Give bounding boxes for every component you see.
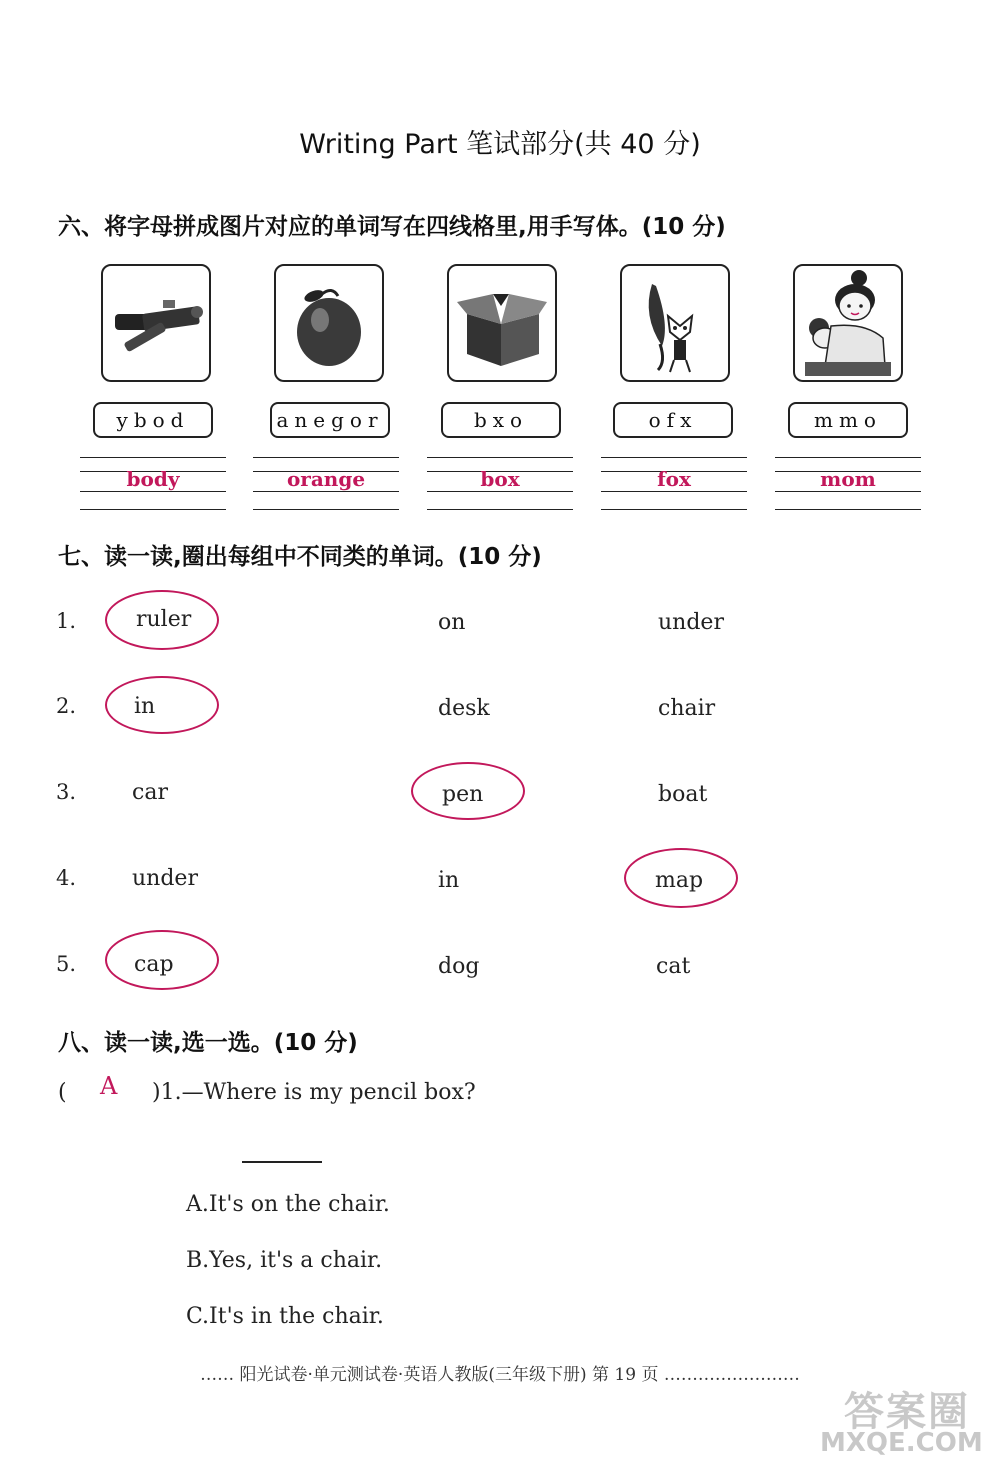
- option-c: C.It's in the chair.: [186, 1304, 384, 1329]
- four-line-grid-4: [601, 457, 747, 511]
- word-option: in: [134, 694, 156, 719]
- section-8-heading: 八、读一读,选一选。(10 分): [58, 1030, 358, 1056]
- option-a: A.It's on the chair.: [186, 1192, 390, 1217]
- option-b: B.Yes, it's a chair.: [186, 1248, 383, 1273]
- word-option: on: [438, 610, 466, 635]
- answer-word-3: box: [480, 467, 520, 491]
- scrambled-letters-4: ofx: [613, 402, 733, 438]
- fox-icon: [620, 264, 730, 382]
- word-option: under: [658, 610, 724, 635]
- section-6-heading: 六、将字母拼成图片对应的单词写在四线格里,用手写体。(10 分): [58, 214, 726, 240]
- answer-word-2: orange: [286, 467, 366, 491]
- word-option: desk: [438, 696, 490, 721]
- answer-bracket-open: (: [58, 1080, 67, 1105]
- mother-icon: [793, 264, 903, 382]
- word-option: ruler: [136, 607, 192, 632]
- scrambled-letters-1: ybod: [93, 402, 213, 438]
- word-option: pen: [442, 782, 484, 807]
- four-line-grid-5: [775, 457, 921, 511]
- apple-icon: [274, 264, 384, 382]
- section-7-heading: 七、读一读,圈出每组中不同类的单词。(10 分): [58, 544, 542, 570]
- question-number: 1.: [56, 609, 77, 633]
- word-option: dog: [438, 954, 480, 979]
- word-option: map: [655, 868, 704, 893]
- word-option: in: [438, 868, 460, 893]
- box-icon: [447, 264, 557, 382]
- page-footer: …… 阳光试卷·单元测试卷·英语人教版(三年级下册) 第 19 页 ……………………: [200, 1365, 800, 1385]
- question-number: 4.: [56, 866, 77, 890]
- answer-word-5: mom: [820, 467, 876, 491]
- four-line-grid-3: [427, 457, 573, 511]
- blank-line: [242, 1161, 322, 1163]
- question-text: )1.—Where is my pencil box?: [152, 1080, 476, 1105]
- watermark-url: MXQE.COM: [820, 1428, 983, 1458]
- answer-circle: [105, 676, 219, 734]
- watermark-logo: 答案圈: [844, 1389, 970, 1435]
- word-option: chair: [658, 696, 716, 721]
- answer-word-4: fox: [657, 467, 691, 491]
- word-option: under: [132, 866, 198, 891]
- four-line-grid-1: [80, 457, 226, 511]
- question-number: 2.: [56, 694, 77, 718]
- binoculars-icon: [101, 264, 211, 382]
- answer-letter: A: [100, 1072, 118, 1100]
- scrambled-letters-2: anegor: [270, 402, 390, 438]
- question-number: 3.: [56, 780, 77, 804]
- word-option: cat: [656, 954, 691, 979]
- word-option: car: [132, 780, 168, 805]
- page-title: Writing Part 笔试部分(共 40 分): [299, 129, 701, 160]
- scrambled-letters-3: bxo: [441, 402, 561, 438]
- word-option: boat: [658, 782, 708, 807]
- question-number: 5.: [56, 952, 77, 976]
- scrambled-letters-5: mmo: [788, 402, 908, 438]
- answer-word-1: body: [126, 467, 180, 491]
- four-line-grid-2: [253, 457, 399, 511]
- word-option: cap: [134, 952, 174, 977]
